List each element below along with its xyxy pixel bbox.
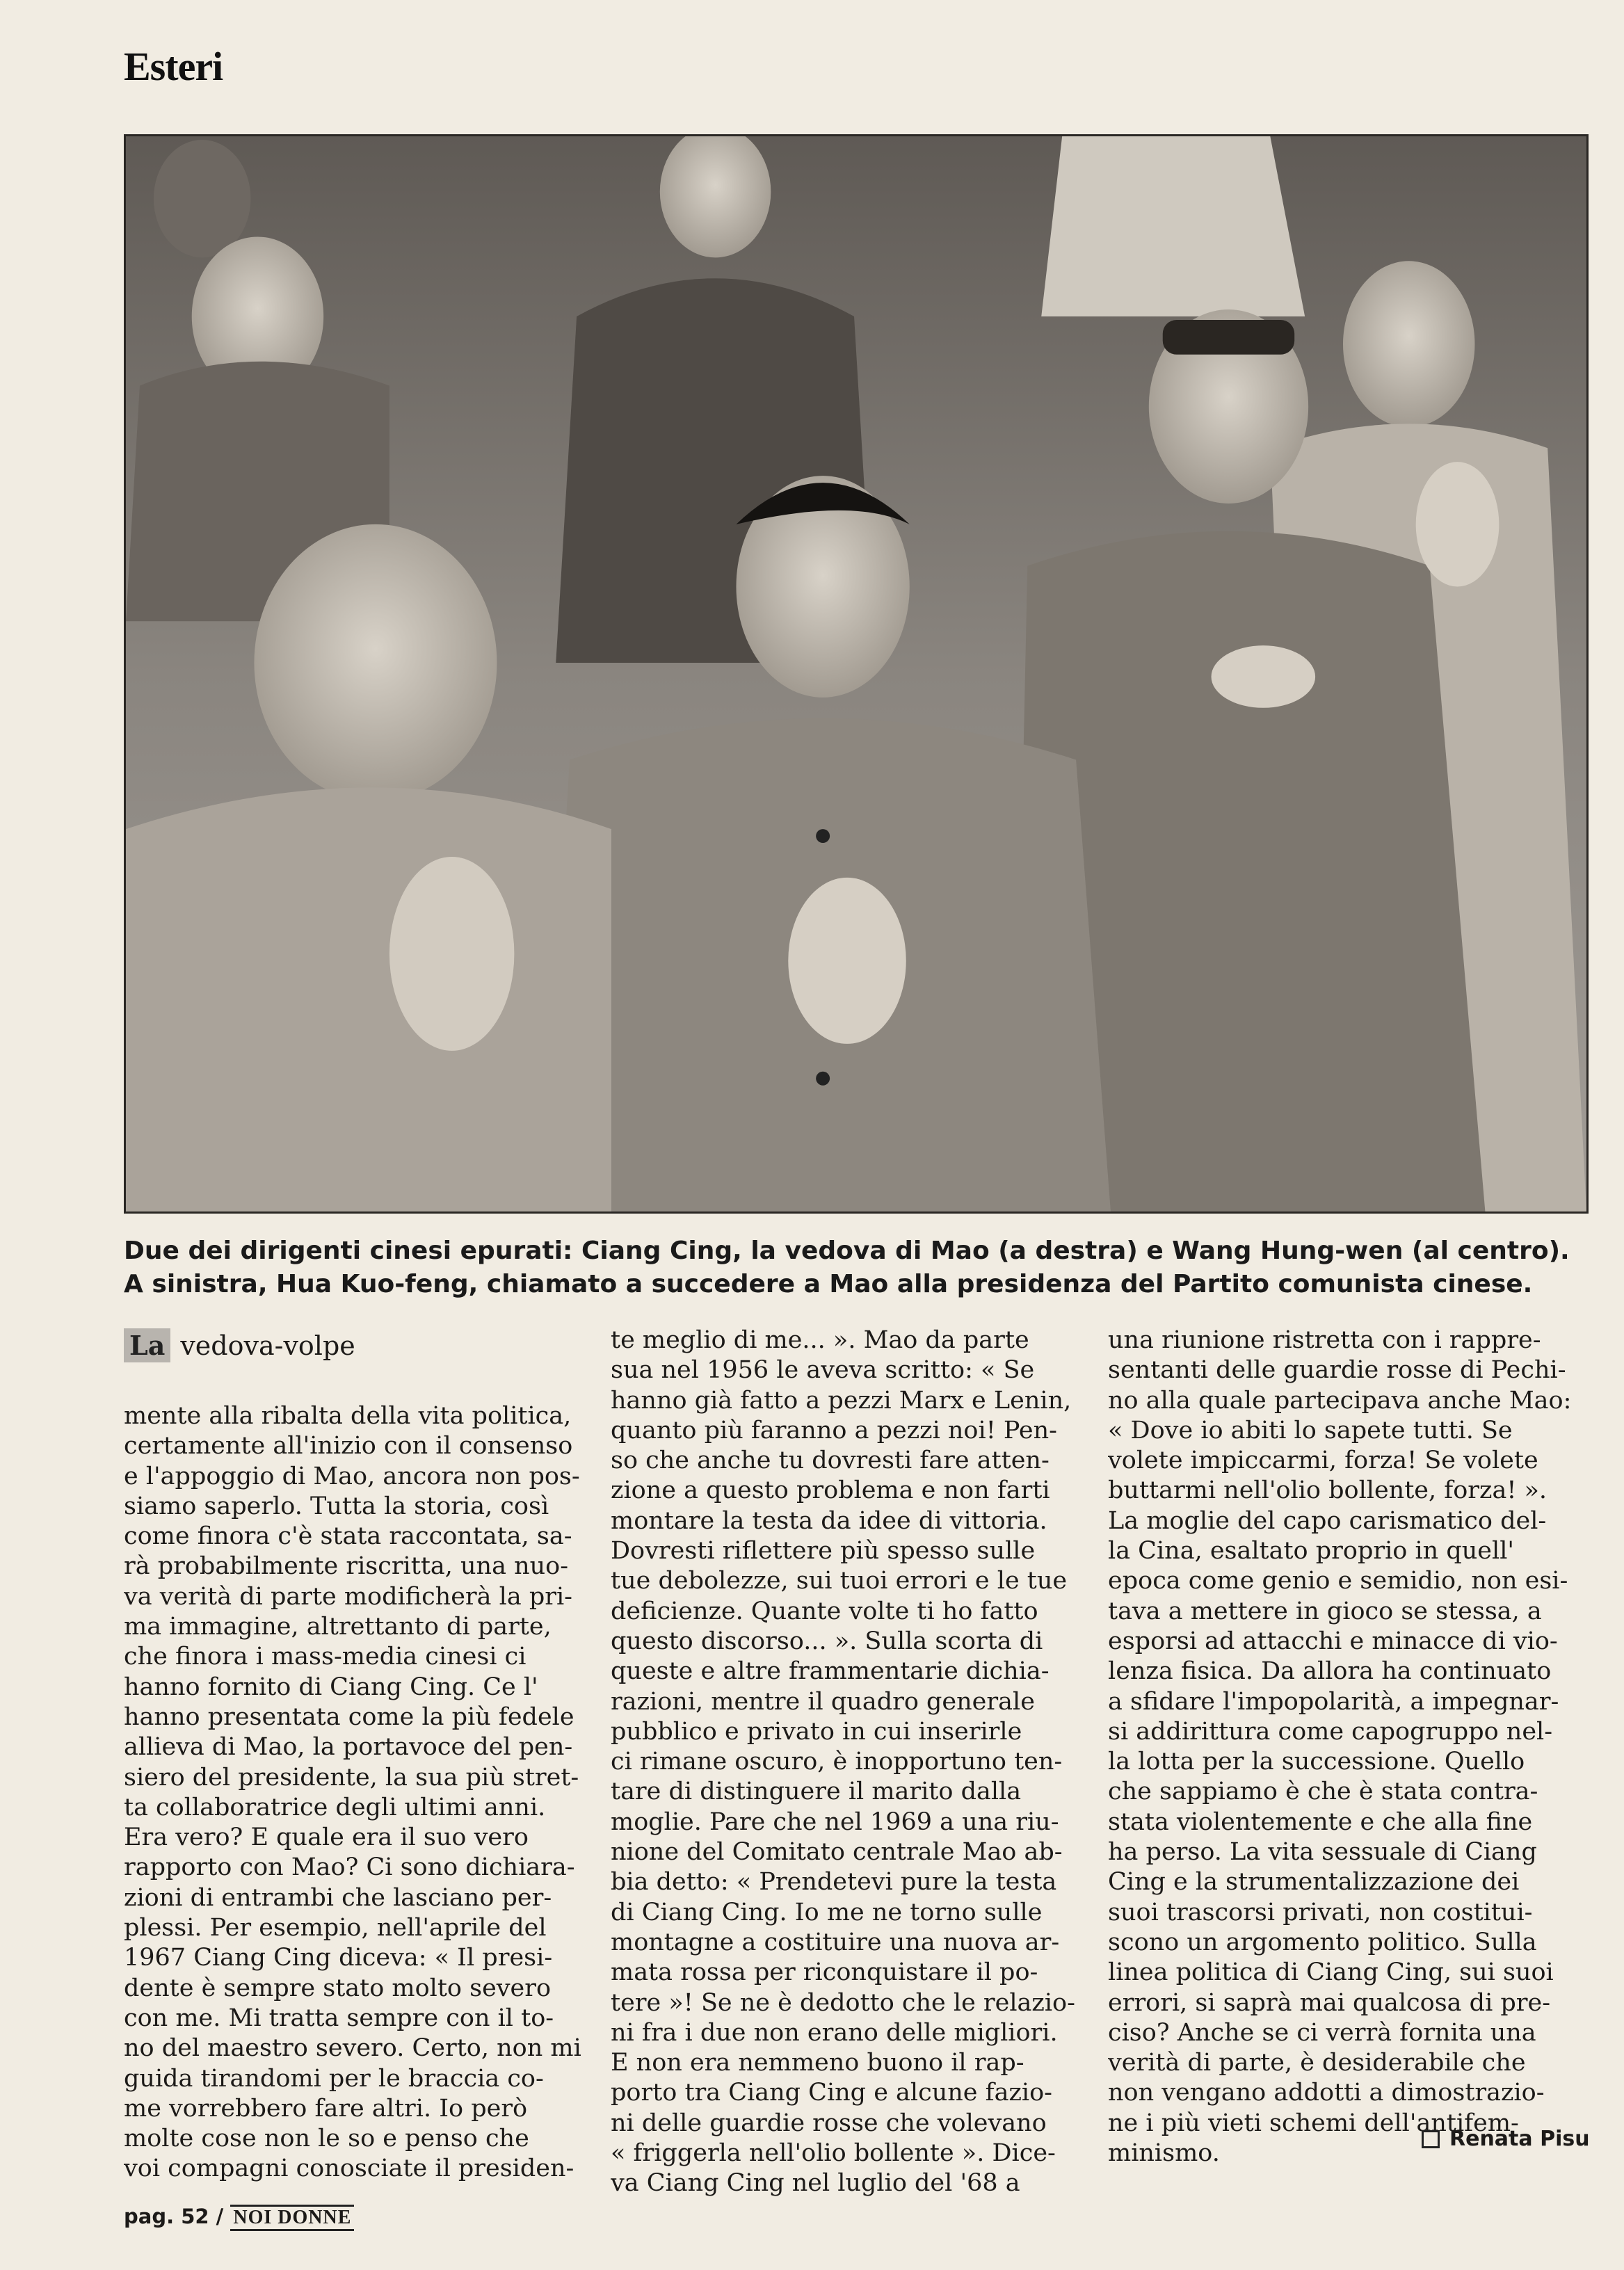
article-line: no del maestro severo. Certo, non mi xyxy=(124,2034,581,2063)
article-line: bia detto: « Prendetevi pure la testa xyxy=(611,1868,1057,1897)
article-line: molte cose non le so e penso che xyxy=(124,2125,529,2153)
article-line: di Ciang Cing. Io me ne torno sulle xyxy=(611,1898,1043,1926)
article-line: che finora i mass-media cinesi ci xyxy=(124,1643,526,1671)
caption-line: A sinistra, Hua Kuo-feng, chiamato a succedere a Mao alla presidenza del Partito comunista cinese. xyxy=(124,1270,1533,1298)
article-line: esporsi ad attacchi e minacce di vio- xyxy=(1108,1627,1558,1655)
article-line: mata rossa per riconquistare il po- xyxy=(611,1958,1038,1987)
article-line: montagne a costituire una nuova ar- xyxy=(611,1928,1060,1956)
article-line: E non era nemmeno buono il rap- xyxy=(611,2049,1024,2077)
article-line: ni fra i due non erano delle migliori. xyxy=(611,2018,1058,2047)
article-line: moglie. Pare che nel 1969 a una riu- xyxy=(611,1808,1059,1836)
caption-line: Due dei dirigenti cinesi epurati: Ciang Cing, la vedova di Mao (a destra) e Wang Hung-wen (al centro). xyxy=(124,1237,1570,1265)
article-line: siamo saperlo. Tutta la storia, così xyxy=(124,1492,549,1520)
article-line: tare di distinguere il marito dalla xyxy=(611,1778,1022,1806)
article-line: ne i più vieti schemi dell'antifem- xyxy=(1108,2109,1519,2137)
article-line: hanno fornito di Ciang Cing. Ce l' xyxy=(124,1673,538,1701)
article-line: verità di parte, è desiderabile che xyxy=(1108,2049,1526,2077)
article-line: zione a questo problema e non farti xyxy=(611,1476,1050,1505)
article-line: mente alla ribalta della vita politica, xyxy=(124,1402,572,1430)
article-line: sua nel 1956 le aveva scritto: « Se xyxy=(611,1356,1035,1385)
article-line: rà probabilmente riscritta, una nuo- xyxy=(124,1552,569,1581)
article-line: con me. Mi tratta sempre con il to- xyxy=(124,2004,554,2032)
article-line: questo discorso... ». Sulla scorta di xyxy=(611,1627,1043,1655)
article-line: non vengano addotti a dimostrazio- xyxy=(1108,2079,1545,2107)
article-line: zioni di entrambi che lasciano per- xyxy=(124,1883,552,1912)
article-line: tava a mettere in gioco se stessa, a xyxy=(1108,1597,1542,1625)
article-line: « friggerla nell'olio bollente ». Dice- xyxy=(611,2139,1056,2168)
article-line: minismo. xyxy=(1108,2139,1220,2168)
page-number: pag. 52 / xyxy=(124,2205,224,2228)
article-line: La moglie del capo carismatico del- xyxy=(1108,1506,1547,1535)
article-line: ma immagine, altrettanto di parte, xyxy=(124,1613,552,1641)
article-line: queste e altre frammentarie dichia- xyxy=(611,1657,1050,1686)
article-line: « Dove io abiti lo sapete tutti. Se xyxy=(1108,1416,1513,1444)
article-line: linea politica di Ciang Cing, sui suoi xyxy=(1108,1958,1554,1987)
article-line: come finora c'è stata raccontata, sa- xyxy=(124,1522,572,1551)
article-line: scono un argomento politico. Sulla xyxy=(1108,1928,1537,1956)
article-line: razioni, mentre il quadro generale xyxy=(611,1687,1035,1716)
article-line: certamente all'inizio con il consenso xyxy=(124,1432,573,1460)
author-name: Renata Pisu xyxy=(1449,2127,1590,2151)
article-line: porto tra Ciang Cing e alcune fazio- xyxy=(611,2079,1052,2107)
article-line: ci rimane oscuro, è inopportuno ten- xyxy=(611,1748,1063,1776)
photo-illustration xyxy=(126,136,1586,1212)
subhead-text: vedova-volpe xyxy=(180,1330,355,1361)
article-line: stata violentemente e che alla fine xyxy=(1108,1808,1533,1836)
article-line: ta collaboratrice degli ultimi anni. xyxy=(124,1793,546,1821)
article-line: la Cina, esaltato proprio in quell' xyxy=(1108,1537,1515,1565)
article-line: sentanti delle guardie rosse di Pechi- xyxy=(1108,1356,1566,1385)
article-line: e l'appoggio di Mao, ancora non pos- xyxy=(124,1462,580,1490)
magazine-logo: NOI DONNE xyxy=(230,2205,354,2231)
article-subhead xyxy=(124,1328,576,1370)
dropcap-box: La xyxy=(124,1328,170,1362)
article-line: pubblico e privato in cui inserirle xyxy=(611,1717,1022,1746)
article-column-2 xyxy=(611,1326,1098,2199)
section-title: Esteri xyxy=(124,44,223,89)
article-line: deficienze. Quante volte ti ho fatto xyxy=(611,1597,1038,1625)
article-line: allieva di Mao, la portavoce del pen- xyxy=(124,1733,573,1762)
end-mark-icon xyxy=(1422,2130,1440,2148)
article-line: a sfidare l'impopolarità, a impegnar- xyxy=(1108,1687,1559,1716)
article-column-3 xyxy=(1108,1326,1588,2168)
article-line: che sappiamo è che è stata contra- xyxy=(1108,1778,1538,1806)
article-line: si addirittura come capogruppo nel- xyxy=(1108,1717,1553,1746)
article-line: montare la testa da idee di vittoria. xyxy=(611,1506,1047,1535)
article-line: errori, si saprà mai qualcosa di pre- xyxy=(1108,1988,1551,2017)
article-line: te meglio di me... ». Mao da parte xyxy=(611,1326,1029,1354)
article-line: suoi trascorsi privati, non costitui- xyxy=(1108,1898,1533,1926)
article-column-1 xyxy=(124,1401,597,2184)
article-line: hanno presentata come la più fedele xyxy=(124,1702,574,1731)
article-line: guida tirandomi per le braccia co- xyxy=(124,2064,544,2093)
page-footer xyxy=(124,2205,354,2231)
article-line: Cing e la strumentalizzazione dei xyxy=(1108,1868,1520,1897)
article-line: me vorrebbero fare altri. Io però xyxy=(124,2094,528,2123)
article-line: hanno già fatto a pezzi Marx e Lenin, xyxy=(611,1386,1072,1415)
article-line: quanto più faranno a pezzi noi! Pen- xyxy=(611,1416,1057,1444)
article-line: tere »! Se ne è dedotto che le relazio- xyxy=(611,1988,1075,2017)
article-line: ni delle guardie rosse che volevano xyxy=(611,2109,1047,2137)
article-line: va verità di parte modificherà la pri- xyxy=(124,1582,572,1611)
article-line: so che anche tu dovresti fare atten- xyxy=(611,1447,1050,1475)
author-signature xyxy=(1422,2127,1590,2151)
article-line: Dovresti riflettere più spesso sulle xyxy=(611,1537,1036,1565)
article-line: ha perso. La vita sessuale di Ciang xyxy=(1108,1838,1537,1867)
article-line: tue debolezze, sui tuoi errori e le tue xyxy=(611,1567,1068,1595)
article-line: epoca come genio e semidio, non esi- xyxy=(1108,1567,1568,1595)
article-line: lenza fisica. Da allora ha continuato xyxy=(1108,1657,1552,1686)
article-line: Era vero? E quale era il suo vero xyxy=(124,1824,529,1852)
article-line: nione del Comitato centrale Mao ab- xyxy=(611,1838,1063,1867)
article-line: siero del presidente, la sua più stret- xyxy=(124,1763,579,1792)
article-line: una riunione ristretta con i rappre- xyxy=(1108,1326,1541,1354)
article-line: ciso? Anche se ci verrà fornita una xyxy=(1108,2018,1536,2047)
article-line: volete impiccarmi, forza! Se volete xyxy=(1108,1447,1538,1475)
article-line: va Ciang Cing nel luglio del '68 a xyxy=(611,2169,1020,2198)
article-line: 1967 Ciang Cing diceva: « Il presi- xyxy=(124,1944,553,1972)
article-line: la lotta per la successione. Quello xyxy=(1108,1748,1525,1776)
news-photo xyxy=(124,134,1589,1214)
article-line: voi compagni conosciate il presiden- xyxy=(124,2155,574,2183)
photo-caption xyxy=(124,1234,1589,1301)
article-line: rapporto con Mao? Ci sono dichiara- xyxy=(124,1853,575,1882)
article-line: buttarmi nell'olio bollente, forza! ». xyxy=(1108,1476,1547,1505)
article-line: dente è sempre stato molto severo xyxy=(124,1974,552,2002)
article-line: no alla quale partecipava anche Mao: xyxy=(1108,1386,1572,1415)
article-line: plessi. Per esempio, nell'aprile del xyxy=(124,1914,547,1942)
